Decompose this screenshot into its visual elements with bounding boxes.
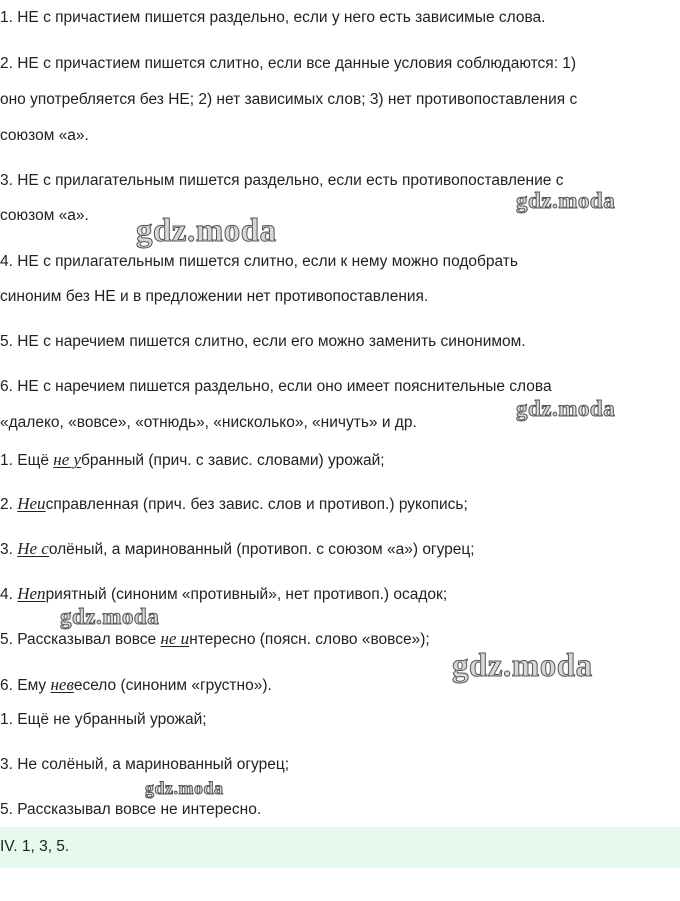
- example-line: 2. Неисправленная (прич. без завис. слов и противоп.) рукопись;: [0, 494, 468, 513]
- answer-text: IV. 1, 3, 5.: [0, 838, 70, 855]
- highlight-prefix: нев: [50, 675, 74, 694]
- example-line: 6. Ему невесело (синоним «грустно»).: [0, 675, 272, 694]
- highlight-prefix: не у: [53, 450, 82, 469]
- rule-line: 4. НЕ с прилагательным пишется слитно, если к нему можно подобрать: [0, 253, 518, 270]
- watermark: gdz.moda: [136, 213, 277, 249]
- selected-line: 5. Рассказывал вовсе не интересно.: [0, 801, 262, 818]
- selected-line: 1. Ещё не убранный урожай;: [0, 711, 207, 728]
- rule-line: 2. НЕ с причастием пишется слитно, если все данные условия соблюдаются: 1): [0, 55, 577, 72]
- highlight-prefix: Неп: [17, 584, 46, 603]
- watermark: gdz.moda: [60, 604, 160, 629]
- rule-line: «далеко, «вовсе», «отнюдь», «нисколько», «ничуть» и др.: [0, 414, 417, 431]
- answer-band: [0, 827, 680, 868]
- rule-line: 3. НЕ с прилагательным пишется раздельно, если есть противопоставление с: [0, 172, 564, 189]
- highlight-prefix: не и: [160, 629, 190, 648]
- rule-line: союзом «а».: [0, 207, 89, 224]
- highlight-prefix: Неи: [17, 494, 46, 513]
- watermark: gdz.moda: [516, 188, 616, 213]
- rule-line: 1. НЕ с причастием пишется раздельно, если у него есть зависимые слова.: [0, 9, 546, 26]
- example-line: 4. Неприятный (синоним «противный», нет противоп.) осадок;: [0, 584, 448, 603]
- watermark: gdz.moda: [516, 396, 616, 421]
- example-line: 5. Рассказывал вовсе не интересно (поясн. слово «вовсе»);: [0, 629, 430, 648]
- selected-line: 3. Не солёный, а маринованный огурец;: [0, 756, 290, 773]
- rule-line: оно употребляется без НЕ; 2) нет зависимых слов; 3) нет противопоставления с: [0, 91, 578, 108]
- rule-line: 6. НЕ с наречием пишется раздельно, если оно имеет пояснительные слова: [0, 378, 552, 395]
- rule-line: союзом «а».: [0, 127, 89, 144]
- example-line: 3. Не солёный, а маринованный (противоп. с союзом «а») огурец;: [0, 539, 475, 558]
- watermark: gdz.moda: [452, 648, 593, 684]
- rule-line: 5. НЕ с наречием пишется слитно, если его можно заменить синонимом.: [0, 333, 526, 350]
- example-line: 1. Ещё не убранный (прич. с завис. словами) урожай;: [0, 450, 385, 469]
- watermark: gdz.moda: [145, 778, 224, 798]
- highlight-prefix: Не с: [17, 539, 49, 558]
- rule-line: синоним без НЕ и в предложении нет противопоставления.: [0, 288, 429, 305]
